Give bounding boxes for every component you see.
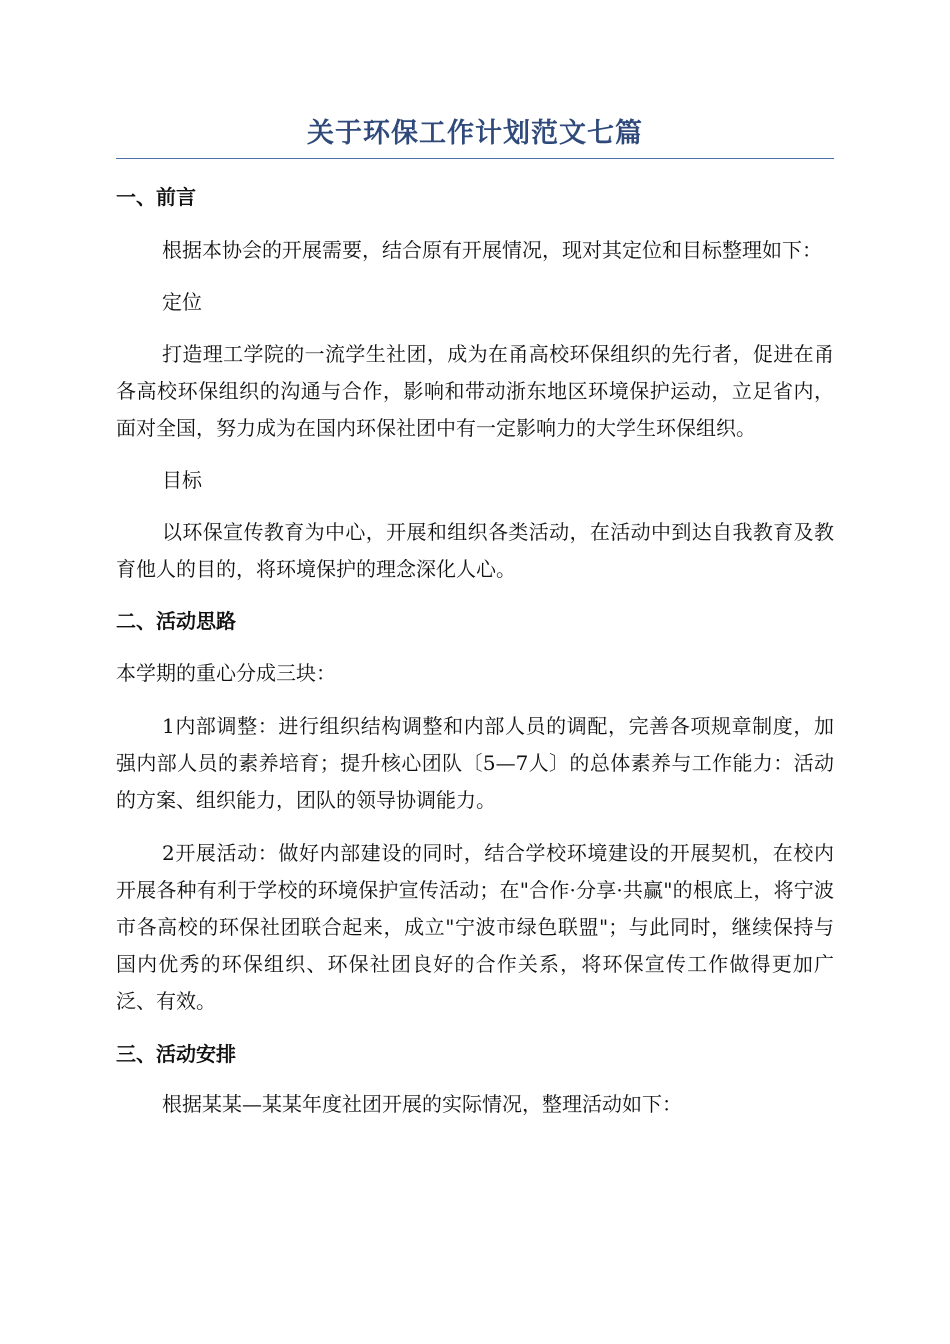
subheading-goals: 目标	[162, 468, 202, 492]
paragraph: 本学期的重心分成三块：	[116, 661, 336, 685]
section-heading-preface: 一、前言	[116, 185, 196, 209]
subheading-positioning: 定位	[162, 290, 202, 314]
paragraph: 1内部调整：进行组织结构调整和内部人员的调配，完善各项规章制度，加强内部人员的素养培育；提升核心团队〔5—7人〕的总体素养与工作能力：活动的方案、组织能力，团队的领导协调能力。	[116, 714, 834, 812]
section-heading-activity-ideas: 二、活动思路	[116, 609, 236, 633]
paragraph: 根据本协会的开展需要，结合原有开展情况，现对其定位和目标整理如下：	[162, 238, 822, 262]
section-heading-activity-schedule: 三、活动安排	[116, 1042, 236, 1066]
paragraph: 2开展活动：做好内部建设的同时，结合学校环境建设的开展契机，在校内开展各种有利于学校的环境保护宣传活动；在"合作·分享·共赢"的根底上，将宁波市各高校的环保社团联合起来，成立"宁波市绿色联盟"；与此同时，继续保持与国内优秀的环保组织、环保社团良好的合作关系，将环保宣传工作做得更加广泛、有效。	[116, 841, 834, 1013]
document-title: 关于环保工作计划范文七篇	[116, 112, 834, 159]
paragraph: 打造理工学院的一流学生社团，成为在甬高校环保组织的先行者，促进在甬各高校环保组织的沟通与合作，影响和带动浙东地区环境保护运动，立足省内，面对全国，努力成为在国内环保社团中有一定影响力的大学生环保组织。	[116, 342, 834, 440]
paragraph: 以环保宣传教育为中心，开展和组织各类活动，在活动中到达自我教育及教育他人的目的，将环境保护的理念深化人心。	[116, 520, 834, 581]
paragraph: 根据某某—某某年度社团开展的实际情况，整理活动如下：	[162, 1092, 682, 1116]
document-page	[116, 112, 834, 1123]
